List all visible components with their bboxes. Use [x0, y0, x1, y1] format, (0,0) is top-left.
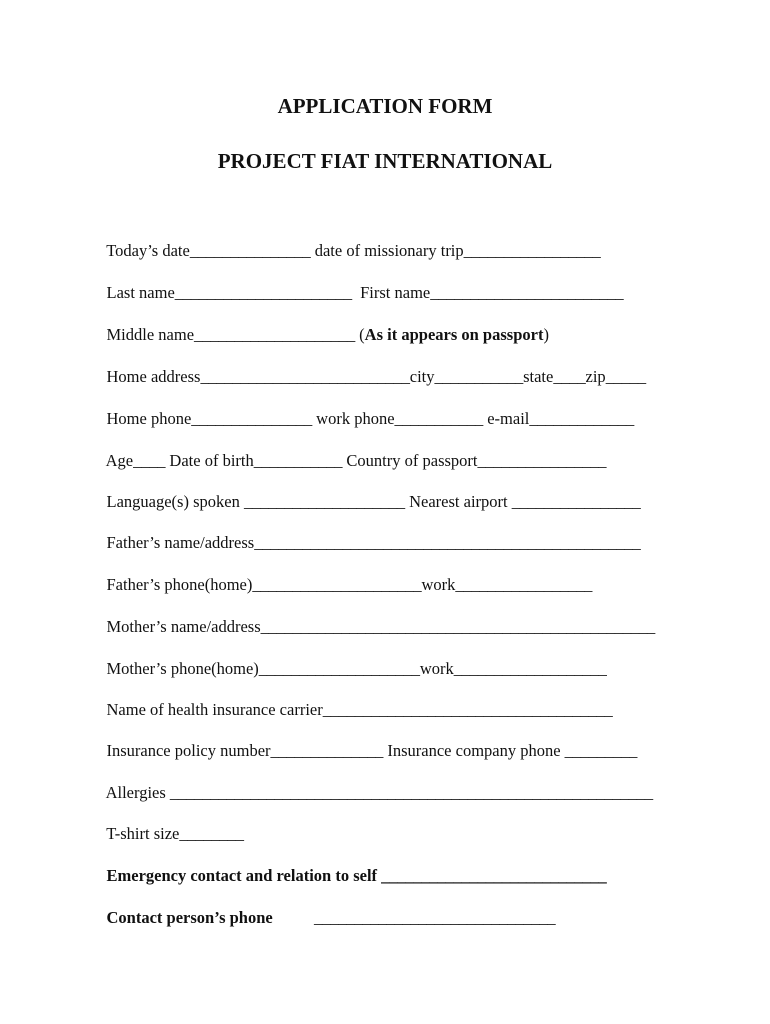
father-name-label: Father’s name/address — [106, 533, 255, 552]
father-phone-field[interactable]: _____________________ — [252, 575, 422, 594]
zip-label: zip — [585, 367, 606, 386]
mother-phone-label: Mother’s phone(home) — [106, 659, 259, 678]
city-field[interactable]: ___________ — [434, 367, 524, 386]
zip-field[interactable]: _____ — [605, 367, 646, 386]
insurance-carrier-field[interactable]: ____________________________________ — [322, 700, 613, 719]
row-contact-phone — [90, 885, 556, 951]
form-title: APPLICATION FORM — [277, 94, 493, 118]
age-field[interactable]: ____ — [133, 451, 166, 470]
tshirt-field[interactable]: ________ — [179, 824, 244, 843]
emergency-contact-field[interactable]: ____________________________ — [381, 866, 607, 885]
age-label: Age — [105, 451, 134, 470]
city-label: city — [409, 367, 435, 386]
insurance-phone-label: Insurance company phone — [383, 741, 565, 760]
contact-phone-spacer — [273, 908, 314, 927]
father-work-field[interactable]: _________________ — [455, 575, 593, 594]
home-address-label: Home address — [106, 367, 201, 386]
mother-work-label: work — [419, 659, 454, 678]
trip-date-label: date of missionary trip — [310, 241, 464, 260]
email-field[interactable]: _____________ — [529, 409, 635, 428]
father-work-label: work — [421, 575, 456, 594]
home-address-field[interactable]: __________________________ — [200, 367, 410, 386]
policy-number-field[interactable]: ______________ — [270, 741, 384, 760]
passport-note: As it appears on passport — [364, 325, 544, 344]
last-name-label: Last name — [106, 283, 175, 302]
work-phone-field[interactable]: ___________ — [394, 409, 484, 428]
insurance-carrier-label: Name of health insurance carrier — [106, 700, 323, 719]
first-name-label: First name — [351, 283, 431, 302]
organization-title: PROJECT FIAT INTERNATIONAL — [217, 149, 553, 173]
airport-field[interactable]: ________________ — [511, 492, 641, 511]
contact-phone-label: Contact person’s phone — [106, 908, 273, 927]
email-label: e-mail — [483, 409, 530, 428]
mother-phone-field[interactable]: ____________________ — [258, 659, 420, 678]
father-name-field[interactable]: ________________________________________________ — [254, 533, 641, 552]
passport-note-close: ) — [543, 325, 549, 344]
contact-phone-field[interactable]: ______________________________ — [313, 908, 556, 927]
country-passport-field[interactable]: ________________ — [477, 451, 607, 470]
home-phone-label: Home phone — [106, 409, 192, 428]
state-field[interactable]: ____ — [553, 367, 586, 386]
mother-name-label: Mother’s name/address — [106, 617, 261, 636]
languages-label: Language(s) spoken — [106, 492, 244, 511]
todays-date-field[interactable]: _______________ — [189, 241, 311, 260]
languages-field[interactable]: ____________________ — [243, 492, 405, 511]
mother-work-field[interactable]: ___________________ — [453, 659, 607, 678]
tshirt-label: T-shirt size — [106, 824, 180, 843]
airport-label: Nearest airport — [404, 492, 512, 511]
emergency-contact-label: Emergency contact and relation to self — [106, 866, 382, 885]
middle-name-field[interactable]: ____________________ — [194, 325, 356, 344]
mother-name-field[interactable]: _________________________________________________ — [260, 617, 656, 636]
dob-field[interactable]: ___________ — [253, 451, 343, 470]
policy-number-label: Insurance policy number — [106, 741, 271, 760]
father-phone-label: Father’s phone(home) — [106, 575, 253, 594]
trip-date-field[interactable]: _________________ — [463, 241, 601, 260]
state-label: state — [523, 367, 554, 386]
insurance-phone-field[interactable]: _________ — [564, 741, 638, 760]
allergies-field[interactable]: ____________________________________________________________ — [169, 783, 653, 802]
middle-name-label: Middle name — [106, 325, 195, 344]
first-name-field[interactable]: ________________________ — [430, 283, 624, 302]
country-passport-label: Country of passport — [342, 451, 478, 470]
work-phone-label: work phone — [312, 409, 395, 428]
home-phone-field[interactable]: _______________ — [191, 409, 313, 428]
last-name-field[interactable]: ______________________ — [174, 283, 352, 302]
passport-note-open: ( — [355, 325, 365, 344]
allergies-label: Allergies — [105, 783, 170, 802]
todays-date-label: Today’s date — [106, 241, 190, 260]
dob-label: Date of birth — [165, 451, 254, 470]
